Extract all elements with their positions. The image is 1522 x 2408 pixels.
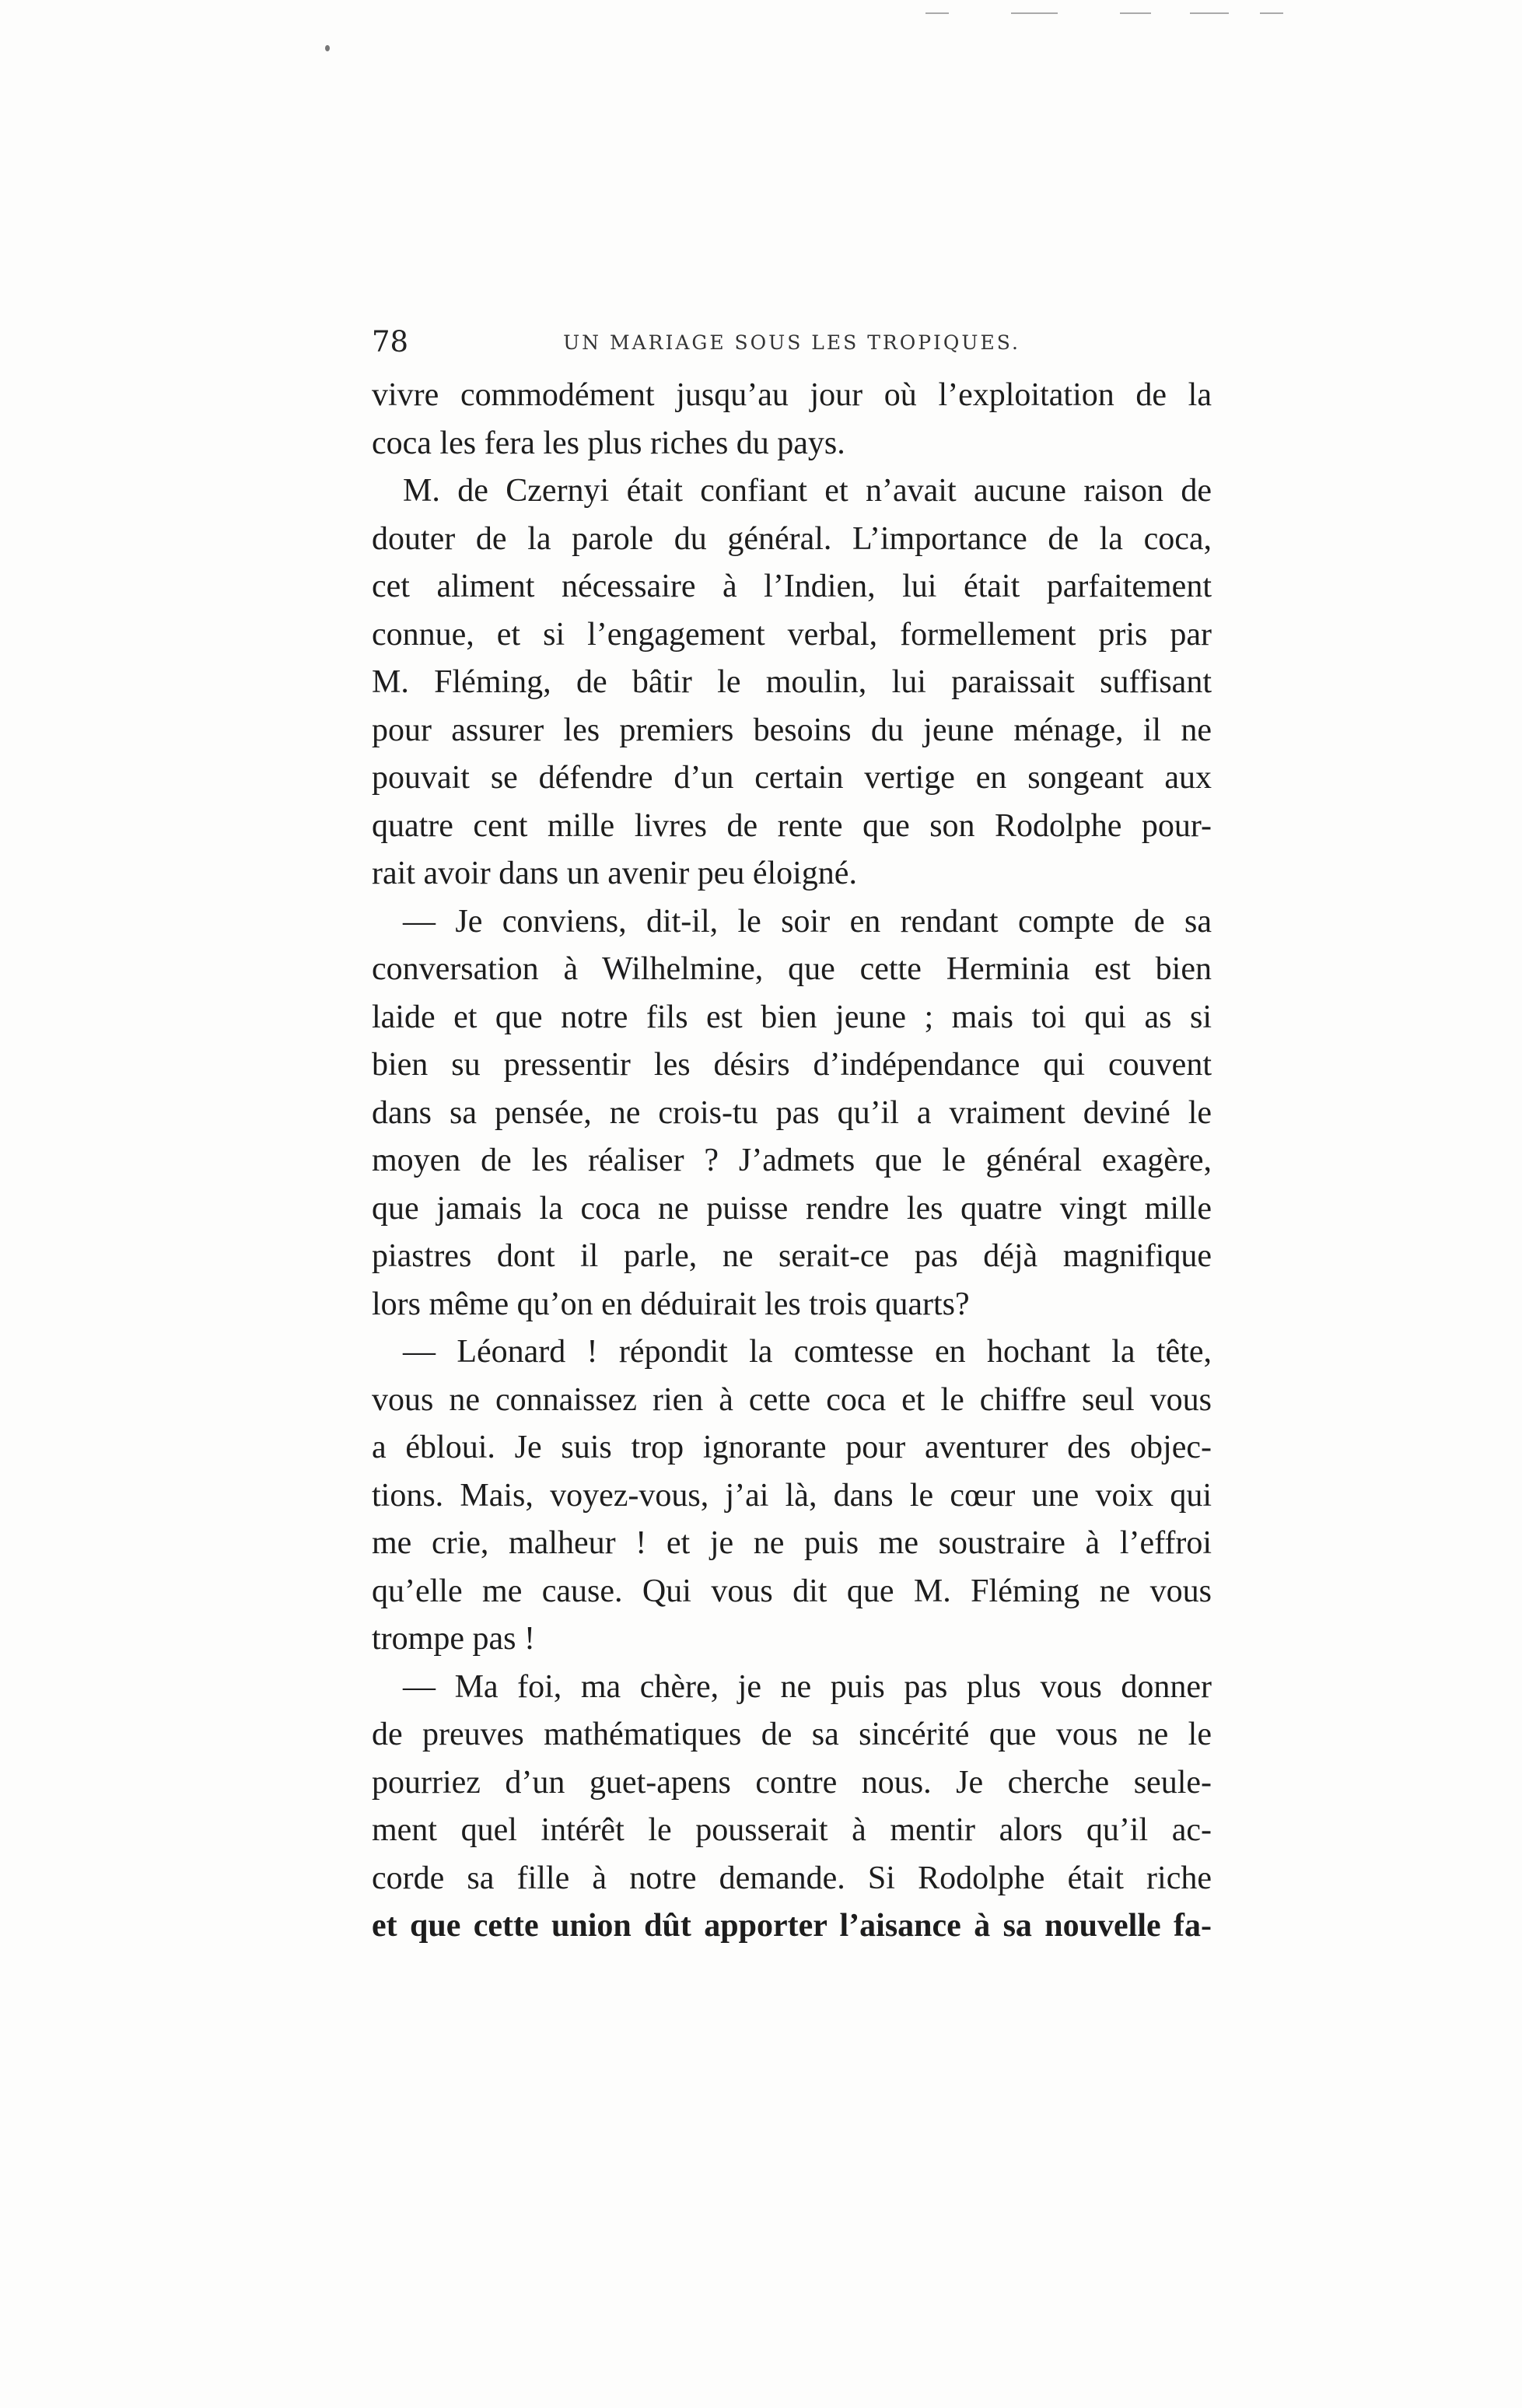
text-line: et que cette union dût apporter l’aisance à sa nouvelle fa- [372,1908,1212,1944]
text-line: a ébloui. Je suis trop ignorante pour aventurer des objec- [372,1430,1212,1465]
text-line: laide et que notre fils est bien jeune ; mais toi qui as si [372,999,1212,1035]
scan-edge-mark [1120,12,1151,14]
scan-edge-mark [1260,12,1283,14]
text-line: cet aliment nécessaire à l’Indien, lui était parfaitement [372,569,1212,604]
page-header [372,325,1212,364]
text-line: que jamais la coca ne puisse rendre les quatre vingt mille [372,1190,1212,1227]
text-line: tions. Mais, voyez-vous, j’ai là, dans le cœur une voix qui [372,1477,1212,1514]
ink-speck [325,45,330,51]
page-number: 78 [372,325,409,359]
text-line: — Léonard ! répondit la comtesse en hochant la tête, [403,1334,1212,1370]
text-line: qu’elle me cause. Qui vous dit que M. Fléming ne vous [372,1573,1212,1609]
body-text [372,372,1212,1951]
text-line: vous ne connaissez rien à cette coca et le chiffre seul vous [372,1381,1212,1418]
text-line: pourriez d’un guet-apens contre nous. Je cherche seule- [372,1764,1212,1801]
text-line: douter de la parole du général. L’importance de la coca, [372,520,1212,557]
scan-edge-mark [1190,12,1229,14]
text-line: trompe pas ! [372,1621,535,1657]
text-line: me crie, malheur ! et je ne puis me soustraire à l’effroi [372,1525,1212,1561]
text-line: corde sa fille à notre demande. Si Rodolphe était riche [372,1860,1212,1896]
text-line: de preuves mathématiques de sa sincérité que vous ne le [372,1717,1212,1752]
text-line: M. Fléming, de bâtir le moulin, lui paraissait suffisant [372,664,1212,700]
text-line: moyen de les réaliser ? J’admets que le général exagère, [372,1143,1212,1178]
text-line: coca les fera les plus riches du pays. [372,425,845,461]
text-line: connue, et si l’engagement verbal, formellement pris par [372,616,1212,653]
text-line: — Je conviens, dit-il, le soir en rendant compte de sa [403,903,1212,940]
text-line: M. de Czernyi était confiant et n’avait aucune raison de [403,473,1212,509]
text-line: — Ma foi, ma chère, je ne puis pas plus vous donner [403,1668,1212,1705]
running-title: UN MARIAGE SOUS LES TROPIQUES. [563,331,1020,354]
text-line: dans sa pensée, ne crois-tu pas qu’il a vraiment deviné le [372,1094,1212,1131]
text-line: pour assurer les premiers besoins du jeune ménage, il ne [372,712,1212,748]
text-line: bien su pressentir les désirs d’indépendance qui couvent [372,1047,1212,1083]
text-line: rait avoir dans un avenir peu éloigné. [372,856,857,891]
text-line: pouvait se défendre d’un certain vertige en songeant aux [372,760,1212,796]
text-line: vivre commodément jusqu’au jour où l’exploitation de la [372,377,1212,413]
scan-edge-mark [925,12,949,14]
text-line: ment quel intérêt le pousserait à mentir alors qu’il ac- [372,1812,1212,1848]
scan-edge-mark [1011,12,1058,14]
text-line: lors même qu’on en déduirait les trois quarts? [372,1286,970,1322]
text-line: conversation à Wilhelmine, que cette Herminia est bien [372,951,1212,987]
text-line: quatre cent mille livres de rente que son Rodolphe pour- [372,807,1212,844]
text-line: piastres dont il parle, ne serait-ce pas déjà magnifique [372,1238,1212,1274]
